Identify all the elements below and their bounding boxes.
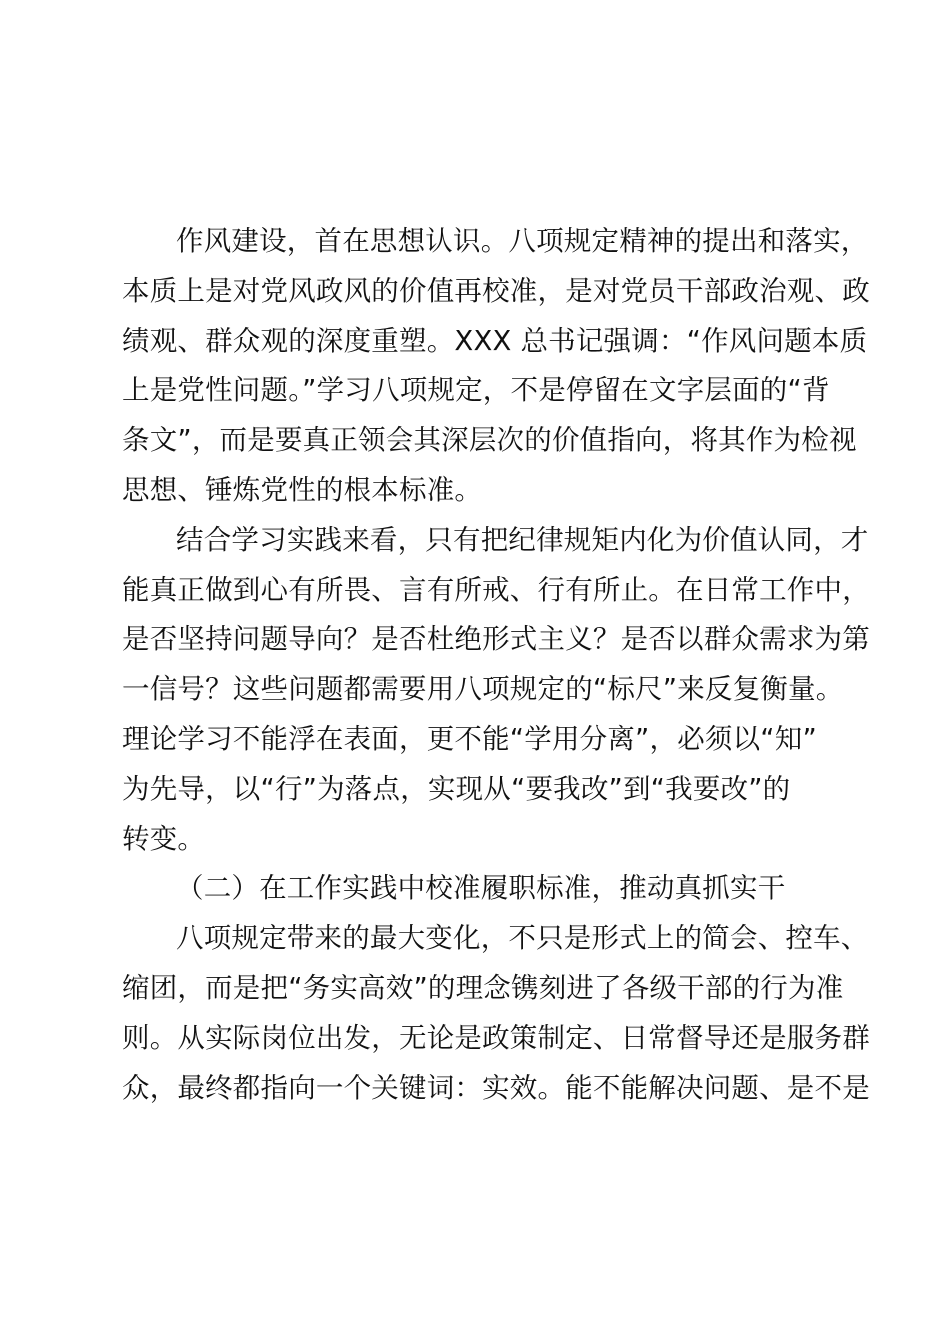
paragraph-line: 条文”，而是要真正领会其深层次的价值指向，将其作为检视 [122,424,857,457]
paragraph-line: 一信号？这些问题都需要用八项规定的“标尺”来反复衡量。 [122,673,844,706]
paragraph-eight-rules-change [122,914,870,1113]
paragraph-line: 绩观、群众观的深度重塑。XXX 总书记强调：“作风问题本质 [122,324,868,357]
paragraph-line: 理论学习不能浮在表面，更不能“学用分离”，必须以“知” [122,722,817,755]
paragraph-practice [122,516,870,865]
paragraph-line: 为先导，以“行”为落点，实现从“要我改”到“我要改”的 [122,772,791,805]
paragraph-line: 转变。 [122,822,206,855]
section-heading: （二）在工作实践中校准履职标准，推动真抓实干 [176,872,786,905]
paragraph-line: 八项规定带来的最大变化，不只是形式上的简会、控车、 [176,922,869,955]
paragraph-line: 作风建设，首在思想认识。八项规定精神的提出和落实， [176,225,869,257]
paragraph-line: 则。从实际岗位出发，无论是政策制定、日常督导还是服务群 [122,1021,870,1054]
paragraph-line: 能真正做到心有所畏、言有所戒、行有所止。在日常工作中， [122,573,870,606]
paragraph-style-essence [122,217,870,516]
paragraph-line: 结合学习实践来看，只有把纪律规矩内化为价值认同，才 [176,523,869,556]
paragraph-line: 缩团，而是把“务实高效”的理念镌刻进了各级干部的行为准 [122,971,844,1004]
document-body [122,217,870,1113]
paragraph-line: 众，最终都指向一个关键词：实效。能不能解决问题、是不是 [122,1071,870,1104]
paragraph-line: 本质上是对党风政风的价值再校准，是对党员干部政治观、政 [122,274,870,307]
paragraph-line: 思想、锤炼党性的根本标准。 [122,473,483,506]
paragraph-line: 上是党性问题。”学习八项规定，不是停留在文字层面的“背 [122,374,830,407]
paragraph-line: 是否坚持问题导向？是否杜绝形式主义？是否以群众需求为第 [122,623,870,656]
